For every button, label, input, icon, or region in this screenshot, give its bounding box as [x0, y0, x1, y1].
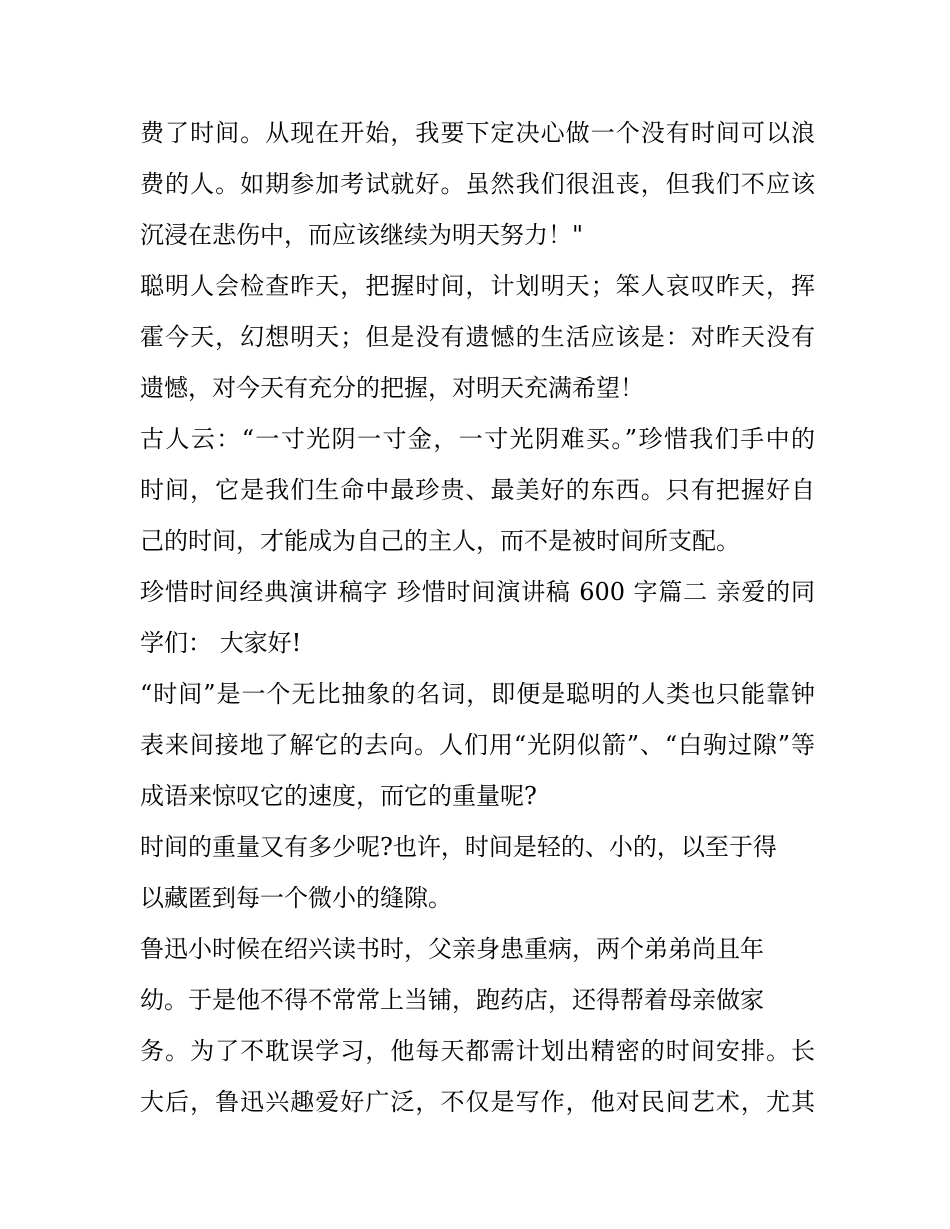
text-line: 幼。于是他不得不常常上当铺，跑药店，还得帮着母亲做家 — [140, 986, 764, 1014]
text-line: 霍今天，幻想明天；但是没有遗憾的生活应该是：对昨天没有 — [140, 323, 815, 351]
text-line: 以藏匿到每一个微小的缝隙。 — [140, 884, 452, 912]
document-body — [140, 108, 815, 1128]
text-line: 聪明人会检查昨天，把握时间，计划明天；笨人哀叹昨天，挥 — [140, 272, 815, 300]
text-line: 时间，它是我们生命中最珍贵、最美好的东西。只有把握好自 — [140, 476, 815, 504]
text-line: 学们： 大家好! — [140, 629, 302, 657]
text-line: 己的时间，才能成为自己的主人，而不是被时间所支配。 — [140, 527, 740, 555]
text-line: “时间”是一个无比抽象的名词，即便是聪明的人类也只能靠钟 — [140, 680, 815, 708]
text-line: 费了时间。从现在开始，我要下定决心做一个没有时间可以浪 — [140, 119, 815, 147]
text-line: 遗憾，对今天有充分的把握，对明天充满希望！ — [140, 374, 644, 402]
text-line: 务。为了不耽误学习，他每天都需计划出精密的时间安排。长 — [140, 1037, 815, 1065]
text-line: 大后，鲁迅兴趣爱好广泛，不仅是写作，他对民间艺术，尤其 — [140, 1088, 815, 1116]
text-line: 鲁迅小时候在绍兴读书时，父亲身患重病，两个弟弟尚且年 — [140, 935, 764, 963]
text-line: 时间的重量又有多少呢?也许，时间是轻的、小的，以至于得 — [140, 833, 777, 861]
text-line: 沉浸在悲伤中，而应该继续为明天努力！" — [140, 221, 584, 249]
text-line: 古人云：“一寸光阴一寸金，一寸光阴难买。”珍惜我们手中的 — [140, 425, 815, 453]
text-line: 表来间接地了解它的去向。人们用“光阴似箭”、“白驹过隙”等 — [140, 731, 815, 759]
text-line: 费的人。如期参加考试就好。虽然我们很沮丧，但我们不应该 — [140, 170, 815, 198]
text-line: 珍惜时间经典演讲稿字 珍惜时间演讲稿 600 字篇二 亲爱的同 — [140, 578, 815, 606]
text-line: 成语来惊叹它的速度，而它的重量呢? — [140, 782, 537, 810]
